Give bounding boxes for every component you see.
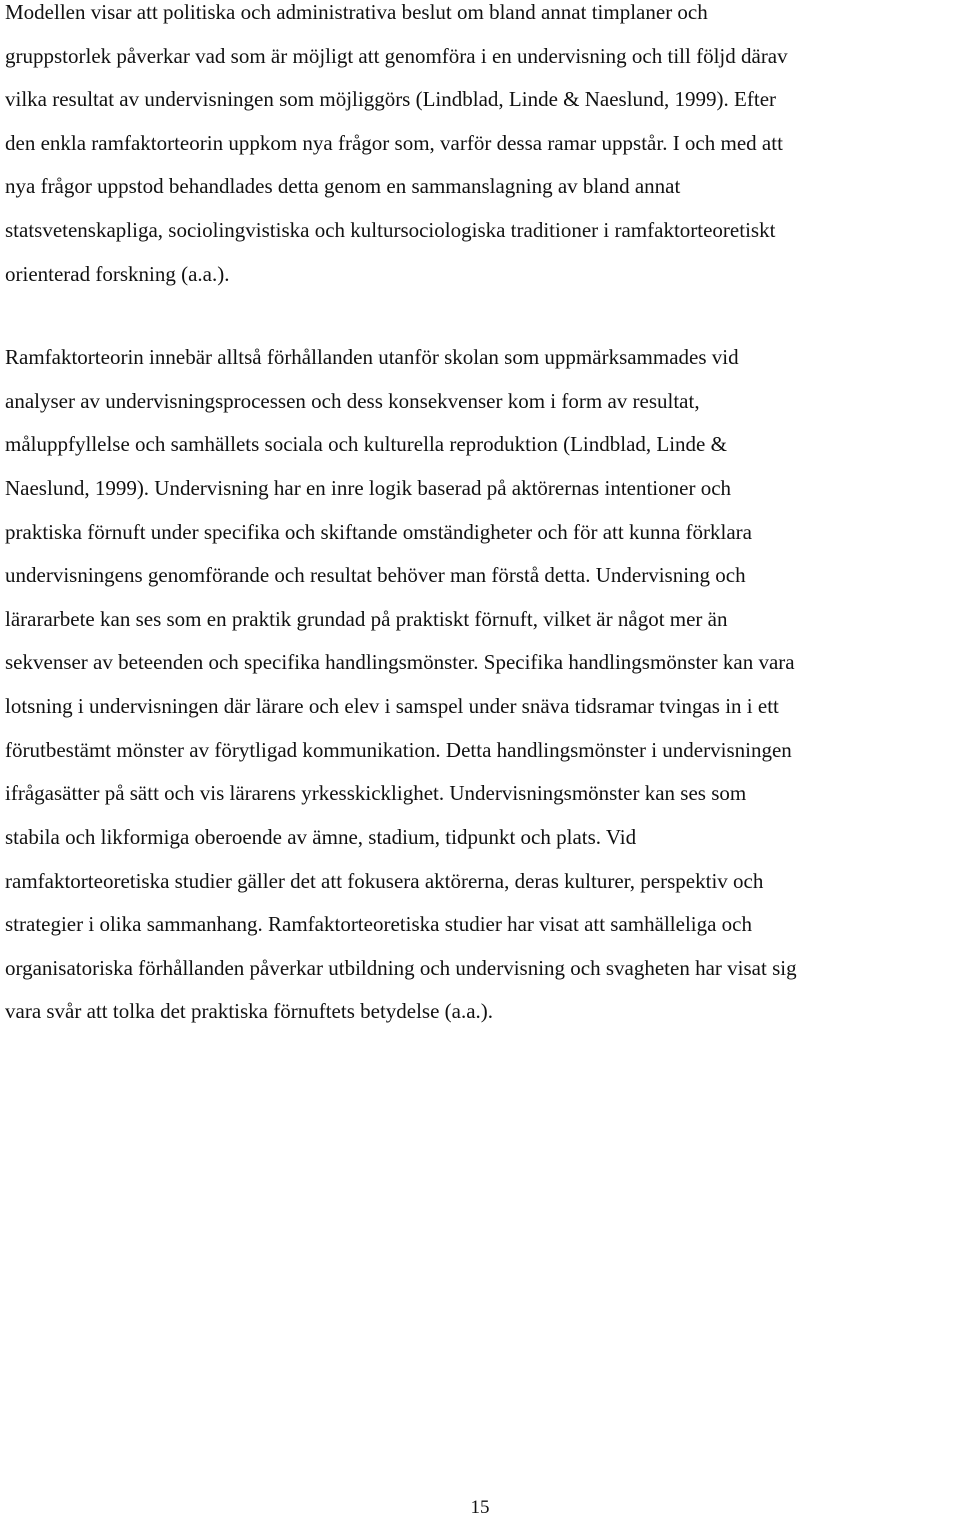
- text-line: den enkla ramfaktorteorin uppkom nya frågor som, varför dessa ramar uppstår. I och med att: [5, 131, 783, 155]
- text-line: vilka resultat av undervisningen som möjliggörs (Lindblad, Linde & Naeslund, 1999). Efter: [5, 87, 777, 111]
- text-line: förutbestämt mönster av förytligad kommunikation. Detta handlingsmönster i undervisningen: [5, 738, 792, 762]
- text-line: sekvenser av beteenden och specifika handlingsmönster. Specifika handlingsmönster kan vara: [5, 650, 795, 674]
- text-line: analyser av undervisningsprocessen och dess konsekvenser kom i form av resultat,: [5, 389, 700, 413]
- text-line: Ramfaktorteorin innebär alltså förhållanden utanför skolan som uppmärksammades vid: [5, 345, 739, 369]
- text-line: ifrågasätter på sätt och vis lärarens yrkesskicklighet. Undervisningsmönster kan ses som: [5, 781, 747, 805]
- text-line: orienterad forskning (a.a.).: [5, 262, 230, 286]
- text-line: nya frågor uppstod behandlades detta genom en sammanslagning av bland annat: [5, 174, 681, 198]
- text-line: statsvetenskapliga, sociolingvistiska och kultursociologiska traditioner i ramfaktorteoretiskt: [5, 218, 776, 242]
- text-line: strategier i olika sammanhang. Ramfaktorteoretiska studier har visat att samhälleliga och: [5, 912, 753, 936]
- text-line: Naeslund, 1999). Undervisning har en inre logik baserad på aktörernas intentioner och: [5, 476, 732, 500]
- text-line: Modellen visar att politiska och administrativa beslut om bland annat timplaner och: [5, 0, 708, 24]
- text-line: måluppfyllelse och samhällets sociala och kulturella reproduktion (Lindblad, Linde &: [5, 432, 727, 456]
- text-line: gruppstorlek påverkar vad som är möjligt att genomföra i en undervisning och till följd därav: [5, 44, 788, 68]
- text-line: organisatoriska förhållanden påverkar utbildning och undervisning och svagheten har visat sig: [5, 956, 797, 980]
- page-number: 15: [470, 1497, 490, 1518]
- text-line: lärararbete kan ses som en praktik grundad på praktiskt förnuft, vilket är något mer än: [5, 607, 728, 631]
- text-line: undervisningens genomförande och resultat behöver man förstå detta. Undervisning och: [5, 563, 746, 587]
- text-line: lotsning i undervisningen där lärare och elev i samspel under snäva tidsramar tvingas in i ett: [5, 694, 779, 718]
- text-line: stabila och likformiga oberoende av ämne, stadium, tidpunkt och plats. Vid: [5, 825, 637, 849]
- text-line: vara svår att tolka det praktiska förnuftets betydelse (a.a.).: [5, 999, 494, 1023]
- text-line: praktiska förnuft under specifika och skiftande omständigheter och för att kunna förklara: [5, 520, 752, 544]
- text-line: ramfaktorteoretiska studier gäller det att fokusera aktörerna, deras kulturer, perspektiv och: [5, 869, 764, 893]
